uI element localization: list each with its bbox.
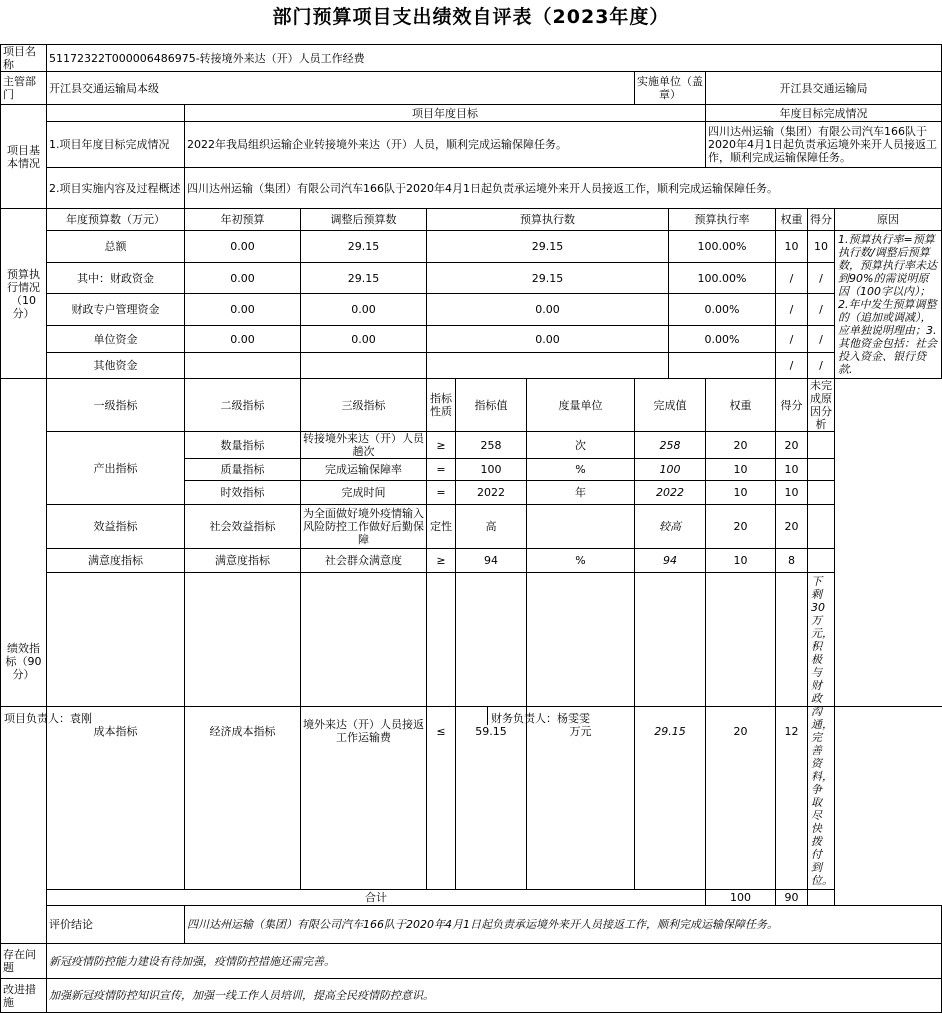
page-title: 部门预算项目支出绩效自评表（2023年度） — [272, 6, 670, 28]
conclusion-row — [1, 906, 942, 944]
item1-goal: 2022年我局组织运输企业转接境外来达（开）人员，顺利完成运输保障任务。 — [185, 122, 706, 168]
perf-header: 得分 — [776, 379, 808, 432]
budget-adjusted: 29.15 — [301, 262, 427, 294]
problems-label: 存在问题 — [1, 944, 47, 979]
budget-row — [1, 353, 942, 379]
budget-row — [1, 262, 942, 294]
basic-item1-row — [1, 122, 942, 168]
department-row — [1, 72, 942, 105]
budget-header: 原因 — [835, 209, 942, 231]
perf-total-row — [1, 890, 942, 906]
perf-header: 完成值 — [635, 379, 706, 432]
budget-score: / — [808, 294, 835, 326]
perf-value: 高 — [456, 505, 527, 549]
measures-label: 改进措施 — [1, 979, 47, 1013]
dept-value: 开江县交通运输局本级 — [47, 72, 635, 105]
budget-adjusted: 29.15 — [301, 231, 427, 263]
perf-done: 29.15 — [635, 573, 706, 890]
perf-lvl2: 时效指标 — [185, 481, 301, 505]
perf-header-row — [1, 379, 942, 432]
budget-header: 预算执行数 — [427, 209, 669, 231]
perf-value: 100 — [456, 459, 527, 481]
budget-adjusted: 0.00 — [301, 294, 427, 326]
perf-nature: ≥ — [427, 549, 456, 573]
perf-lvl3: 境外来达（开）人员接返工作运输费 — [301, 573, 427, 890]
perf-nature: = — [427, 481, 456, 505]
basic-header-row — [1, 105, 942, 122]
goal-header: 项目年度目标 — [185, 105, 706, 122]
perf-weight: 10 — [706, 459, 776, 481]
item2-text: 四川达州运输（集团）有限公司汽车166队于2020年4月1日起负责承运境外来开人员接返工作，顺利完成运输保障任务。 — [185, 168, 942, 209]
budget-header: 年度预算数（万元） — [47, 209, 185, 231]
perf-unit: 次 — [527, 432, 635, 459]
total-reason-empty — [808, 890, 835, 906]
budget-label: 预算执行情况（10分） — [1, 209, 47, 379]
problems-text: 新冠疫情防控能力建设有待加强，疫情防控措施还需完善。 — [47, 944, 942, 979]
budget-rate: 0.00% — [669, 294, 776, 326]
budget-weight: / — [776, 326, 808, 353]
perf-weight: 10 — [706, 481, 776, 505]
satisfaction-indicator-label: 满意度指标 — [47, 549, 185, 573]
dept-label: 主管部门 — [1, 72, 47, 105]
budget-rate: 100.00% — [669, 231, 776, 263]
perf-lvl2: 质量指标 — [185, 459, 301, 481]
perf-score: 8 — [776, 549, 808, 573]
budget-score: 10 — [808, 231, 835, 263]
budget-executed: 0.00 — [427, 294, 669, 326]
budget-row-name: 财政专户管理资金 — [47, 294, 185, 326]
perf-done: 94 — [635, 549, 706, 573]
budget-score: / — [808, 262, 835, 294]
perf-done: 258 — [635, 432, 706, 459]
perf-nature: ≤ — [427, 573, 456, 890]
budget-initial: 0.00 — [185, 326, 301, 353]
perf-reason — [808, 505, 835, 549]
completion-header: 年度目标完成情况 — [706, 105, 942, 122]
perf-reason: 下剩30万元，积极与财政沟通，完善资料，争取尽快拨付到位。 — [808, 573, 835, 890]
budget-weight: 10 — [776, 231, 808, 263]
perf-nature: = — [427, 459, 456, 481]
budget-executed: 29.15 — [427, 262, 669, 294]
project-leader: 项目负责人：袁刚 — [4, 712, 92, 725]
perf-lvl3: 转接境外来达（开）人员趟次 — [301, 432, 427, 459]
budget-row-name: 总额 — [47, 231, 185, 263]
perf-unit: % — [527, 459, 635, 481]
budget-header: 年初预算 — [185, 209, 301, 231]
perf-header: 指标值 — [456, 379, 527, 432]
perf-value: 258 — [456, 432, 527, 459]
budget-initial: 0.00 — [185, 294, 301, 326]
budget-header: 权重 — [776, 209, 808, 231]
perf-header: 二级指标 — [185, 379, 301, 432]
perf-reason — [808, 459, 835, 481]
footer-divider — [487, 707, 488, 725]
perf-weight: 20 — [706, 573, 776, 890]
perf-nature: ≥ — [427, 432, 456, 459]
budget-row — [1, 294, 942, 326]
perf-unit — [527, 505, 635, 549]
finance-leader: 财务负责人：杨雯雯 — [491, 712, 590, 725]
perf-cost-row — [1, 573, 942, 890]
budget-rate — [669, 353, 776, 379]
budget-header-row — [1, 209, 942, 231]
perf-lvl3: 完成时间 — [301, 481, 427, 505]
evaluation-table — [0, 44, 942, 1013]
perf-unit: 年 — [527, 481, 635, 505]
perf-header: 未完成原因分析 — [808, 379, 835, 432]
basic-header-empty — [47, 105, 185, 122]
budget-header: 得分 — [808, 209, 835, 231]
perf-header: 一级指标 — [47, 379, 185, 432]
perf-score: 10 — [776, 459, 808, 481]
total-label: 合计 — [47, 890, 706, 906]
budget-adjusted: 0.00 — [301, 326, 427, 353]
perf-value: 94 — [456, 549, 527, 573]
measures-row — [1, 979, 942, 1013]
perf-label: 绩效指标（90分） — [1, 379, 47, 944]
impl-unit-value: 开江县交通运输局 — [706, 72, 942, 105]
budget-row-name: 其中：财政资金 — [47, 262, 185, 294]
perf-score: 12 — [776, 573, 808, 890]
perf-nature: 定性 — [427, 505, 456, 549]
perf-lvl3: 为全面做好境外疫情输入风险防控工作做好后勤保障 — [301, 505, 427, 549]
measures-text: 加强新冠疫情防控知识宣传，加强一线工作人员培训，提高全民疫情防控意识。 — [47, 979, 942, 1013]
conclusion-label: 评价结论 — [47, 906, 185, 944]
item1-completion: 四川达州运输（集团）有限公司汽车166队于2020年4月1日起负责承运境外来开人员接返工作，顺利完成运输保障任务。 — [706, 122, 942, 168]
perf-weight: 20 — [706, 505, 776, 549]
total-weight: 100 — [706, 890, 776, 906]
perf-reason — [808, 432, 835, 459]
project-name-label: 项目名称 — [1, 45, 47, 72]
budget-score: / — [808, 353, 835, 379]
perf-done: 较高 — [635, 505, 706, 549]
budget-rate: 0.00% — [669, 326, 776, 353]
budget-reason-note: 1.预算执行率=预算执行数/调整后预算数，预算执行率未达到90%的需说明原因（100字以内）；2.年中发生预算调整的（追加或调减），应单独说明理由；3.其他资金包括：社会投入资金、银行贷款. — [835, 231, 942, 379]
perf-score: 20 — [776, 432, 808, 459]
cost-indicator-label: 成本指标 — [47, 573, 185, 890]
perf-header: 三级指标 — [301, 379, 427, 432]
budget-row — [1, 231, 942, 263]
budget-weight: / — [776, 262, 808, 294]
budget-row — [1, 326, 942, 353]
budget-initial — [185, 353, 301, 379]
basic-info-label: 项目基本情况 — [1, 105, 47, 209]
impl-unit-label: 实施单位（盖章） — [635, 72, 706, 105]
perf-score: 20 — [776, 505, 808, 549]
budget-row-name: 单位资金 — [47, 326, 185, 353]
perf-unit: 万元 — [527, 573, 635, 890]
total-score: 90 — [776, 890, 808, 906]
perf-weight: 20 — [706, 432, 776, 459]
budget-adjusted — [301, 353, 427, 379]
budget-header: 调整后预算数 — [301, 209, 427, 231]
perf-header: 指标性质 — [427, 379, 456, 432]
perf-reason — [808, 549, 835, 573]
signature-footer — [0, 706, 942, 725]
perf-lvl2: 数量指标 — [185, 432, 301, 459]
budget-executed: 29.15 — [427, 231, 669, 263]
perf-reason — [808, 481, 835, 505]
perf-benefit-row — [1, 505, 942, 549]
budget-executed: 0.00 — [427, 326, 669, 353]
item1-label: 1.项目年度目标完成情况 — [47, 122, 185, 168]
perf-unit: % — [527, 549, 635, 573]
budget-score: / — [808, 326, 835, 353]
perf-lvl2: 满意度指标 — [185, 549, 301, 573]
project-name-row — [1, 45, 942, 72]
perf-score: 10 — [776, 481, 808, 505]
perf-header: 权重 — [706, 379, 776, 432]
project-name-value: 51172322T000006486975-转接境外来达（开）人员工作经费 — [47, 45, 942, 72]
item2-label: 2.项目实施内容及过程概述 — [47, 168, 185, 209]
perf-row — [1, 432, 942, 459]
problems-row — [1, 944, 942, 979]
budget-header: 预算执行率 — [669, 209, 776, 231]
perf-value: 2022 — [456, 481, 527, 505]
budget-weight: / — [776, 353, 808, 379]
perf-satisfaction-row — [1, 549, 942, 573]
perf-lvl2: 社会效益指标 — [185, 505, 301, 549]
perf-lvl3: 社会群众满意度 — [301, 549, 427, 573]
basic-item2-row — [1, 168, 942, 209]
perf-weight: 10 — [706, 549, 776, 573]
benefit-indicator-label: 效益指标 — [47, 505, 185, 549]
budget-row-name: 其他资金 — [47, 353, 185, 379]
perf-lvl3: 完成运输保障率 — [301, 459, 427, 481]
output-indicator-label: 产出指标 — [47, 432, 185, 505]
conclusion-text: 四川达州运输（集团）有限公司汽车166队于2020年4月1日起负责承运境外来开人员接返工作，顺利完成运输保障任务。 — [185, 906, 942, 944]
perf-value: 59.15 — [456, 573, 527, 890]
budget-initial: 0.00 — [185, 231, 301, 263]
budget-executed — [427, 353, 669, 379]
perf-header: 度量单位 — [527, 379, 635, 432]
budget-weight: / — [776, 294, 808, 326]
budget-rate: 100.00% — [669, 262, 776, 294]
perf-done: 2022 — [635, 481, 706, 505]
perf-done: 100 — [635, 459, 706, 481]
budget-initial: 0.00 — [185, 262, 301, 294]
perf-lvl2: 经济成本指标 — [185, 573, 301, 890]
